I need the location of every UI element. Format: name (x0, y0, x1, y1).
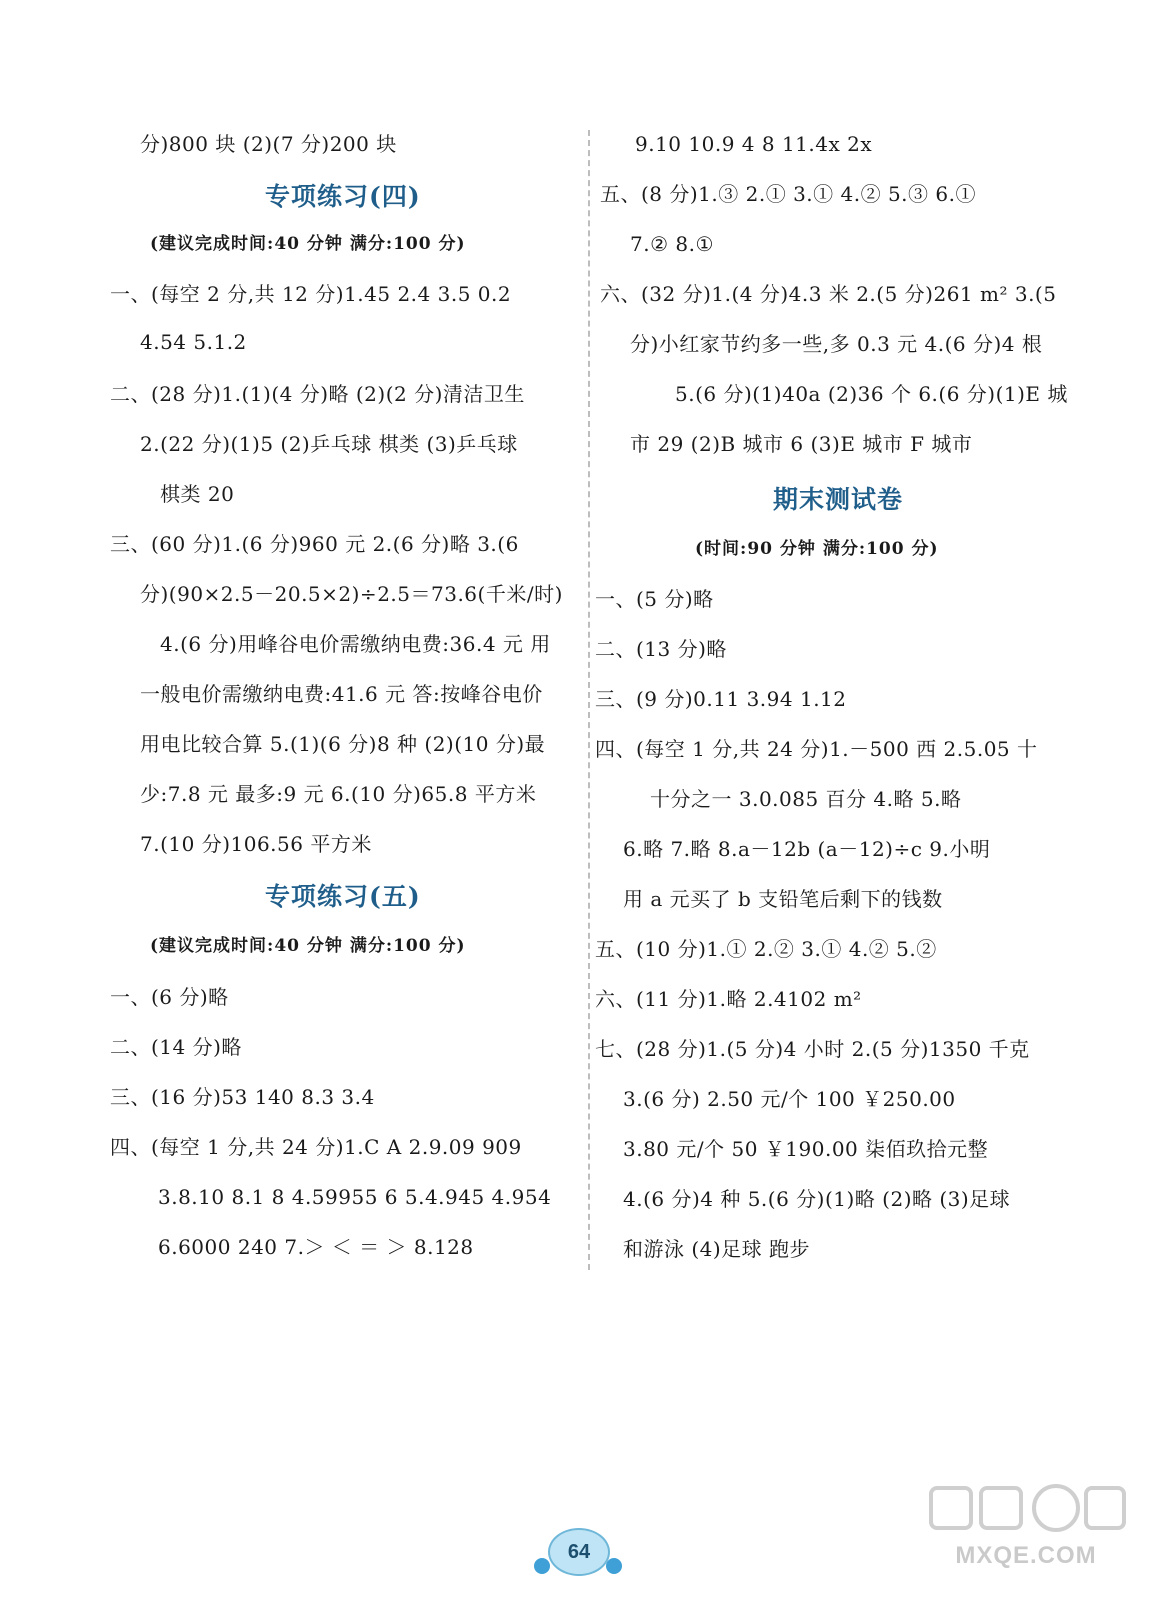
answer-line: 十分之一 3.0.085 百分 4.略 5.略 (650, 787, 962, 811)
answer-line: 五、(8 分)1.③ 2.① 3.① 4.② 5.③ 6.① (600, 182, 976, 206)
answer-line: 6.略 7.略 8.a－12b (a－12)÷c 9.小明 (623, 837, 991, 861)
answer-line: 用电比较合算 5.(1)(6 分)8 种 (2)(10 分)最 (140, 732, 546, 756)
answer-line: 二、(14 分)略 (110, 1035, 242, 1059)
answer-line: 一、(6 分)略 (110, 985, 229, 1009)
section-subtitle-4: (建议完成时间:40 分钟 满分:100 分) (150, 234, 466, 254)
page-number: 64 (548, 1528, 610, 1576)
answer-line: 三、(16 分)53 140 8.3 3.4 (110, 1085, 375, 1109)
decor-dot (606, 1558, 622, 1574)
section-title-5: 专项练习(五) (265, 882, 421, 911)
watermark-text: MXQE.COM (955, 1542, 1097, 1569)
answer-line: 三、(60 分)1.(6 分)960 元 2.(6 分)略 3.(6 (110, 532, 519, 556)
answer-line: 4.54 5.1.2 (140, 330, 247, 354)
answer-line: 四、(每空 1 分,共 24 分)1.C A 2.9.09 909 (110, 1135, 522, 1159)
answer-line: 一、(5 分)略 (595, 587, 714, 611)
watermark-logo-icon (921, 1480, 1131, 1540)
answer-line: 六、(11 分)1.略 2.4102 m² (595, 987, 862, 1011)
answer-line: 4.(6 分)4 种 5.(6 分)(1)略 (2)略 (3)足球 (623, 1187, 1011, 1211)
answer-line: 市 29 (2)B 城市 6 (3)E 城市 F 城市 (630, 432, 973, 456)
answer-line: 一、(每空 2 分,共 12 分)1.45 2.4 3.5 0.2 (110, 282, 512, 306)
answer-line: 2.(22 分)(1)5 (2)乒乓球 棋类 (3)乒乓球 (140, 432, 518, 456)
answer-line: 少:7.8 元 最多:9 元 6.(10 分)65.8 平方米 (140, 782, 537, 806)
section-subtitle-final: (时间:90 分钟 满分:100 分) (695, 539, 939, 559)
answer-line: 棋类 20 (160, 482, 235, 506)
answer-line: 4.(6 分)用峰谷电价需缴纳电费:36.4 元 用 (160, 632, 551, 656)
answer-line: 三、(9 分)0.11 3.94 1.12 (595, 687, 847, 711)
answer-line: 四、(每空 1 分,共 24 分)1.－500 西 2.5.05 十 (595, 737, 1038, 761)
column-divider (588, 130, 590, 1270)
answer-line: 七、(28 分)1.(5 分)4 小时 2.(5 分)1350 千克 (595, 1037, 1030, 1061)
answer-line: 分)小红家节约多一些,多 0.3 元 4.(6 分)4 根 (630, 332, 1043, 356)
page-number-badge (528, 1528, 628, 1588)
answer-line: 分)800 块 (2)(7 分)200 块 (140, 132, 397, 156)
decor-dot (534, 1558, 550, 1574)
answer-line: 3.8.10 8.1 8 4.59955 6 5.4.945 4.954 (158, 1185, 552, 1209)
answer-line: 一般电价需缴纳电费:41.6 元 答:按峰谷电价 (140, 682, 543, 706)
answer-line: 6.6000 240 7.＞ ＜ ＝ ＞ 8.128 (158, 1235, 474, 1259)
section-title-final: 期末测试卷 (773, 485, 904, 514)
answer-line: 5.(6 分)(1)40a (2)36 个 6.(6 分)(1)E 城 (675, 382, 1068, 406)
section-subtitle-5: (建议完成时间:40 分钟 满分:100 分) (150, 936, 466, 956)
answer-line: 7.② 8.① (630, 232, 714, 256)
section-title-4: 专项练习(四) (265, 182, 421, 211)
answer-line: 7.(10 分)106.56 平方米 (140, 832, 372, 856)
answer-line: 用 a 元买了 b 支铅笔后剩下的钱数 (623, 887, 943, 911)
answer-line: 9.10 10.9 4 8 11.4x 2x (635, 132, 873, 156)
site-watermark (921, 1480, 1131, 1570)
answer-line: 六、(32 分)1.(4 分)4.3 米 2.(5 分)261 m² 3.(5 (600, 282, 1057, 306)
answer-line: 分)(90×2.5－20.5×2)÷2.5＝73.6(千米/时) (140, 582, 563, 606)
answer-line: 和游泳 (4)足球 跑步 (623, 1237, 811, 1261)
answer-line: 五、(10 分)1.① 2.② 3.① 4.② 5.② (595, 937, 937, 961)
answer-line: 二、(13 分)略 (595, 637, 727, 661)
answer-line: 3.(6 分) 2.50 元/个 100 ￥250.00 (623, 1087, 956, 1111)
answer-line: 二、(28 分)1.(1)(4 分)略 (2)(2 分)清洁卫生 (110, 382, 525, 406)
answer-line: 3.80 元/个 50 ￥190.00 柒佰玖拾元整 (623, 1137, 989, 1161)
